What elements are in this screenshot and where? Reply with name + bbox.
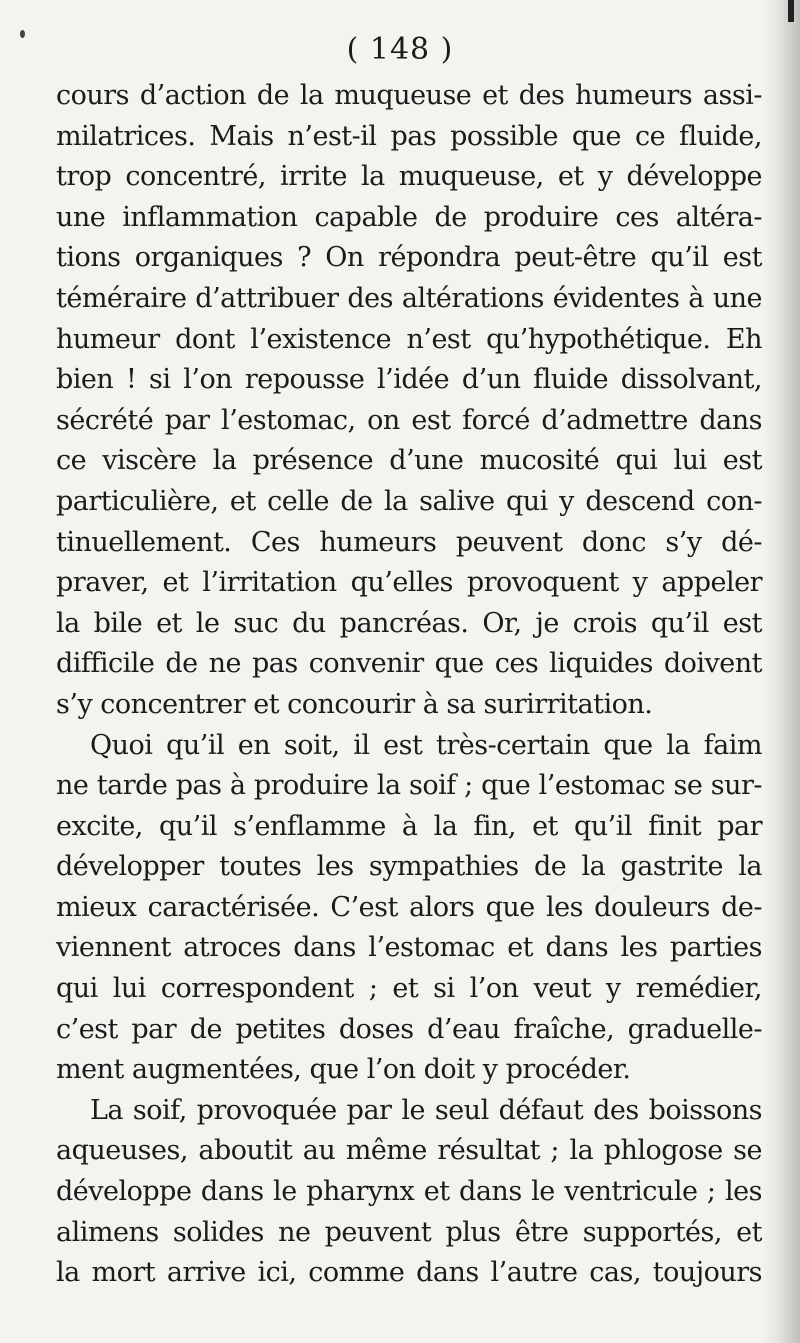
text-line: la mort arrive ici, comme dans l’autre cas, toujours [56,1257,762,1289]
text-line: qui lui correspondent ; et si l’on veut y remédier, [56,973,762,1005]
paragraph-start-line: Quoi qu’il en soit, il est très-certain que la faim [90,729,762,761]
text-line: viennent atroces dans l’estomac et dans les parties [56,932,762,964]
text-line: milatrices. Mais n’est-il pas possible que ce fluide, [56,120,762,152]
page-edge-shadow [762,0,800,1343]
body-text [56,76,762,1294]
page-number: ( 148 ) [346,32,454,67]
text-line: praver, et l’irritation qu’elles provoquent y appeler [56,567,762,599]
paragraph-start-line: La soif, provoquée par le seul défaut des boissons [90,1094,762,1126]
page-edge-mark [788,0,794,22]
text-line: alimens solides ne peuvent plus être supportés, et [56,1216,762,1248]
text-line: cours d’action de la muqueuse et des humeurs assi- [56,80,762,111]
text-line: tions organiques ? On répondra peut-être qu’il est [56,242,762,274]
text-line: particulière, et celle de la salive qui y descend con- [56,485,762,517]
text-line: une inflammation capable de produire ces altéra- [56,201,762,233]
text-line: téméraire d’attribuer des altérations évidentes à une [56,282,762,314]
paragraph-end-line: s’y concentrer et concourir à sa surirritation. [56,688,653,720]
text-line: sécrété par l’estomac, on est forcé d’admettre dans [56,404,762,436]
text-line: c’est par de petites doses d’eau fraîche, graduelle- [56,1013,762,1045]
paragraph-end-line: ment augmentées, que l’on doit y procéder. [56,1054,631,1086]
text-line: excite, qu’il s’enflamme à la fin, et qu’il finit par [56,810,762,842]
text-line: ne tarde pas à produire la soif ; que l’estomac se sur- [56,770,762,802]
text-line: aqueuses, aboutit au même résultat ; la phlogose se [56,1135,762,1167]
text-line: difficile de ne pas convenir que ces liquides doivent [56,648,762,680]
text-line: trop concentré, irrite la muqueuse, et y développe [56,161,762,193]
text-line: tinuellement. Ces humeurs peuvent donc s’y dé- [56,526,762,558]
text-line: bien ! si l’on repousse l’idée d’un fluide dissolvant, [56,364,762,396]
text-line: humeur dont l’existence n’est qu’hypothétique. Eh [56,323,762,355]
text-line: la bile et le suc du pancréas. Or, je crois qu’il est [56,607,762,639]
text-line: mieux caractérisée. C’est alors que les douleurs de- [56,891,762,923]
text-line: développe dans le pharynx et dans le ventricule ; les [56,1176,762,1208]
text-line: ce viscère la présence d’une mucosité qui lui est [56,445,762,477]
text-line: développer toutes les sympathies de la gastrite la [56,851,762,883]
